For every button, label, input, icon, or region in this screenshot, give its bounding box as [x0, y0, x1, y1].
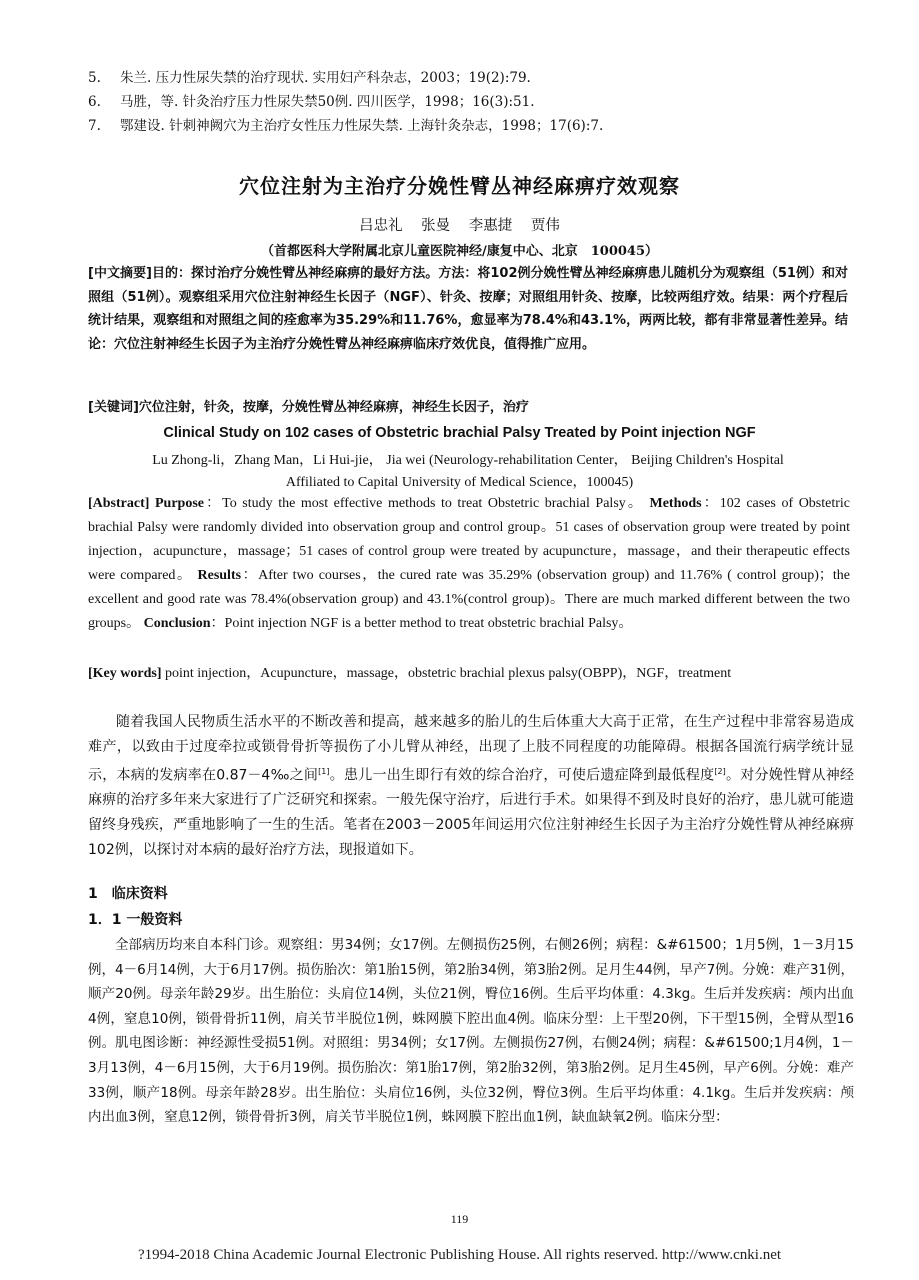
affiliation-cn: （首都医科大学附属北京儿童医院神经/康复中心、北京 100045）	[260, 244, 659, 259]
results-label: Results	[197, 568, 242, 583]
reference-list	[88, 66, 888, 138]
keywords-en-label: [Key words]	[88, 666, 162, 681]
citation-1: [1]	[318, 766, 330, 776]
reference-text: 马胜，等. 针灸治疗压力性尿失禁50例. 四川医学，1998；16(3):51.	[120, 94, 535, 110]
intro-text-3: 。对分娩性臂从神经麻痹的治疗多年来大家进行了广泛研究和探索。一般先保守治疗，后进行手术。如果得不到及时良好的治疗，患儿就可能遗留终身残疾，严重地影响了一生的生活。笔者在2003－2005年间运用穴位注射神经生长因子为主治疗分娩性臂从神经麻痹102例，以探讨对本病的最好治疗方法，现报道如下。	[88, 767, 855, 858]
reference-number: 5.	[88, 70, 101, 86]
abstract-cn: [中文摘要]目的：探讨治疗分娩性臂丛神经麻痹的最好方法。方法：将102例分娩性臂丛神经麻痹患儿随机分为观察组（51例）和对照组（51例）。观察组采用穴位注射神经生长因子（NGF）、针灸、按摩；对照组用针灸、按摩，比较两组疗效。结果：两个疗程后统计结果，观察组和对照组之间的痊愈率为35.29%和11.76%，愈显率为78.4%和43.1%，两两比较，都有非常显著性差异。结论：穴位注射神经生长因子为主治疗分娩性臂丛神经麻痹临床疗效优良，值得推广应用。	[88, 266, 848, 352]
reference-text: 鄂建设. 针刺神阙穴为主治疗女性压力性尿失禁. 上海针灸杂志，1998；17(6):7.	[120, 118, 604, 134]
subsection-heading: 1．1 一般资料	[88, 912, 183, 928]
introduction	[88, 710, 854, 862]
general-data	[88, 933, 854, 1130]
paper-title-en: Clinical Study on 102 cases of Obstetric brachial Palsy Treated by Point injection NGF	[163, 425, 756, 441]
reference-number: 7.	[88, 118, 101, 134]
conclusion-label: Conclusion	[143, 616, 211, 631]
authors-cn: 吕忠礼 张曼 李惠捷 贾伟	[359, 218, 560, 234]
abstract-methods: ：102 cases of Obstetric brachial Palsy were randomly divided into observation group and control group。51 cases of observation group were treated by point injection，acupuncture，massage；51 cases of control group were treated by acupuncture，massage，and their therapeutic effects were compared。	[88, 496, 851, 583]
intro-paragraph	[88, 710, 854, 862]
reference-number: 6.	[88, 94, 101, 110]
abstract-results: ：After two courses，the cured rate was 35.29% (observation group) and 11.76% ( control group)；the excellent and good rate was 78.4%(observation group) and 43.1%(control group)。There are much marked different between the two groups。	[88, 568, 850, 631]
keywords-en-text: point injection，Acupuncture，massage，obstetric brachial plexus palsy(OBPP)，NGF，treatment	[161, 666, 732, 681]
abstract-conclusion: ：Point injection NGF is a better method to treat obstetric brachial Palsy。	[210, 616, 633, 631]
intro-text-1: 随着我国人民物质生活水平的不断改善和提高，越来越多的胎儿的生后体重大大高于正常，在生产过程中非常容易造成难产，以致由于过度牵拉或锁骨骨折等损伤了小儿臂从神经，出现了上肢不同程度的功能障碍。根据各国流行病学统计显示，本病的发病率在0.87－4‰之间	[88, 714, 854, 784]
keywords-cn: [关键词]穴位注射，针灸，按摩，分娩性臂丛神经麻痹，神经生长因子，治疗	[88, 400, 529, 415]
abstract-en	[88, 492, 850, 636]
page-number: 119	[450, 1212, 469, 1226]
affiliation-en: Affiliated to Capital University of Medical Science，100045)	[285, 475, 634, 490]
paper-title-cn: 穴位注射为主治疗分娩性臂丛神经麻痹疗效观察	[239, 174, 680, 198]
citation-2: [2]	[714, 766, 726, 776]
abstract-purpose: ：To study the most effective methods to treat Obstetric brachial Palsy。	[204, 496, 644, 511]
reference-item	[88, 114, 888, 138]
reference-item	[88, 66, 888, 90]
keywords-en	[88, 662, 850, 686]
authors-en: Lu Zhong-li，Zhang Man，Li Hui-jie， Jia wei (Neurology-rehabilitation Center， Beijing Children's Hospital	[152, 453, 784, 468]
reference-text: 朱兰. 压力性尿失禁的治疗现状. 实用妇产科杂志，2003；19(2):79.	[120, 70, 531, 86]
methods-label: Methods	[649, 496, 702, 511]
abstract-label: [Abstract] Purpose	[88, 496, 204, 511]
section-heading: 1 临床资料	[88, 886, 168, 902]
copyright-footer: ?1994-2018 China Academic Journal Electronic Publishing House. All rights reserved. http://www.cnki.net	[137, 1247, 782, 1263]
intro-text-2: 。患儿一出生即行有效的综合治疗，可使后遗症降到最低程度	[329, 767, 715, 784]
general-data-paragraph: 全部病历均来自本科门诊。观察组：男34例；女17例。左侧损伤25例，右侧26例；病程：&#61500；1月5例，1－3月15例，4－6月14例，大于6月17例。损伤胎次：第1胎15例，第2胎34例，第3胎2例。足月生44例，早产7例。分娩：难产31例，顺产20例。母亲年龄29岁。出生胎位：头肩位14例，头位21例，臀位16例。生后平均体重：4.3kg。生后并发疾病：颅内出血4例，窒息10例，锁骨骨折11例，肩关节半脱位1例，蛛网膜下腔出血4例。临床分型：上干型20例，下干型15例，全臂从型16例。肌电图诊断：神经源性受损51例。对照组：男34例；女17例。左侧损伤27例，右侧24例；病程：&#61500;1月4例，1－3月13例，4－6月15例，大于6月19例。损伤胎次：第1胎17例，第2胎32例，第3胎2例。足月生45例，早产6例。分娩：难产33例，顺产18例。母亲年龄28岁。出生胎位：头肩位16例，头位32例，臀位3例。生后平均体重：4.1kg。生后并发疾病：颅内出血3例，窒息12例，锁骨骨折3例，肩关节半脱位1例，蛛网膜下腔出血1例，缺血缺氧2例。临床分型：	[88, 937, 854, 1126]
reference-item	[88, 90, 888, 114]
